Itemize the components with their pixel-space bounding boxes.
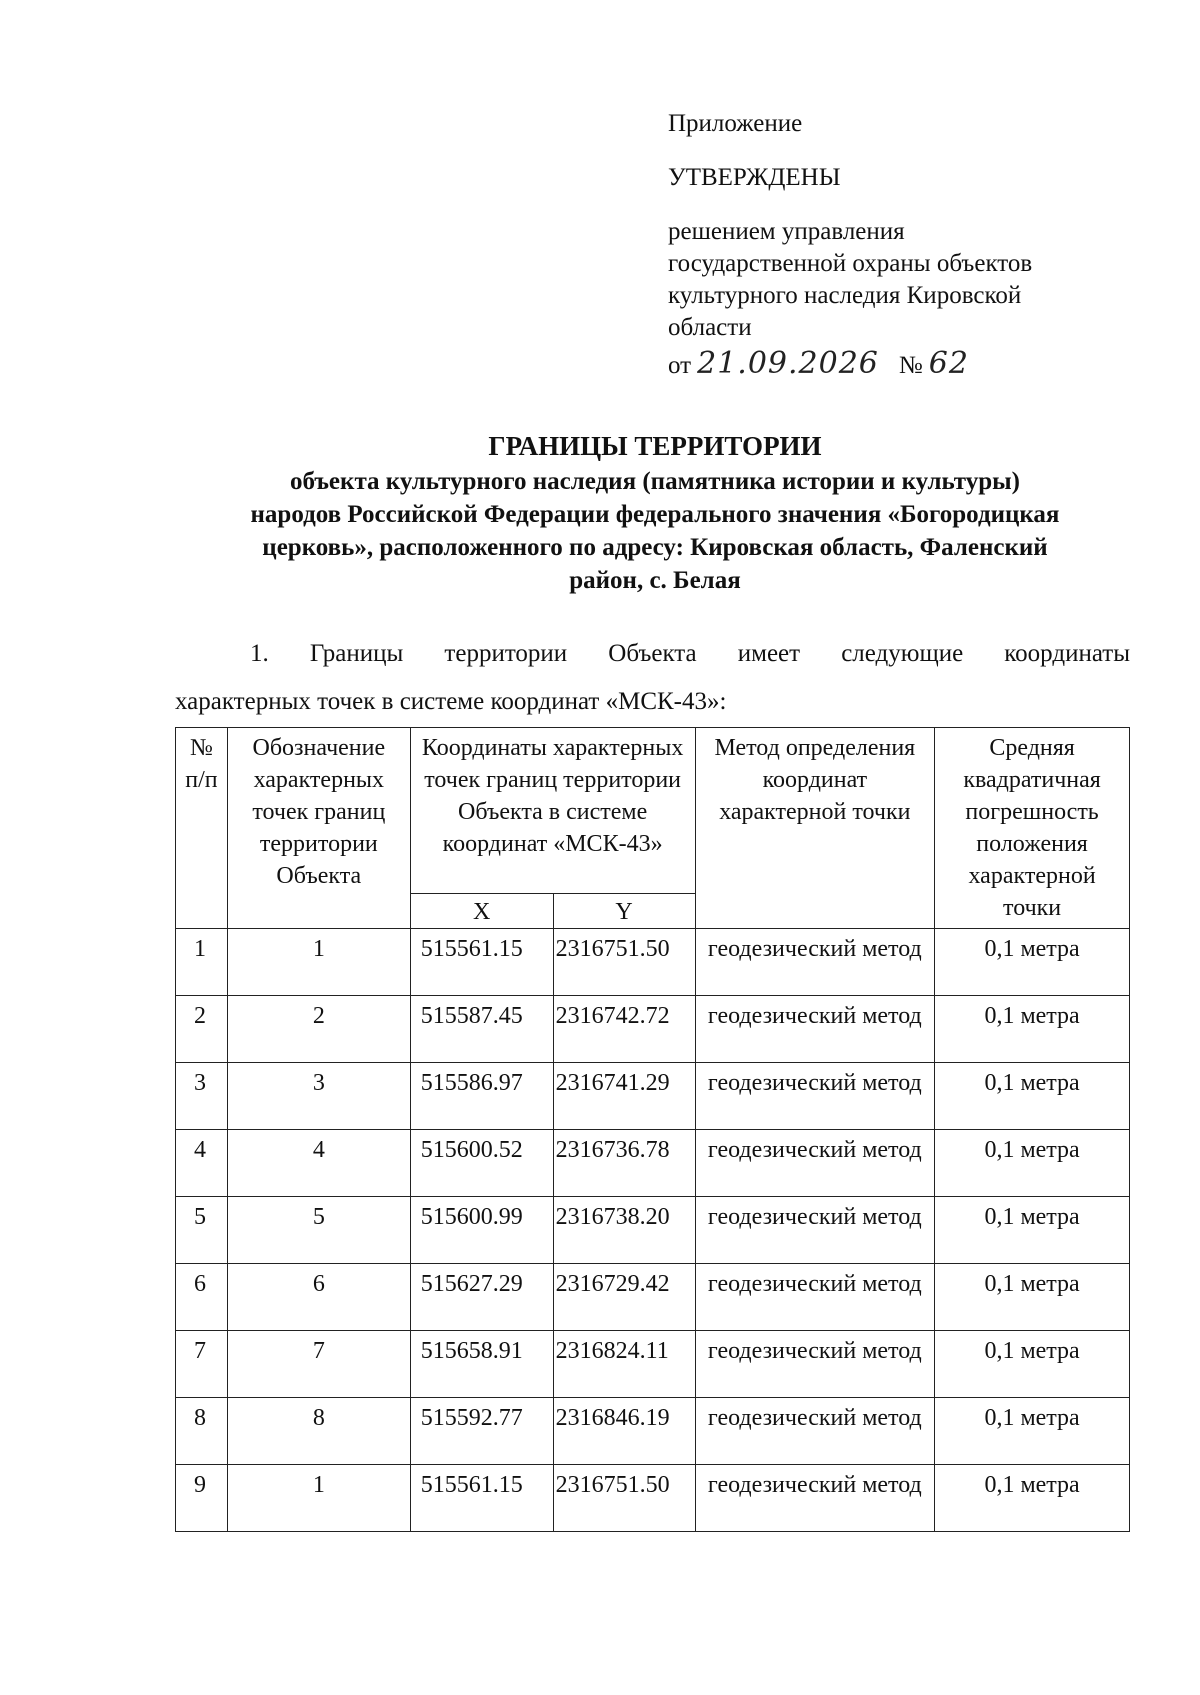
heading-line: объекта культурного наследия (памятника истории и культуры) bbox=[289, 468, 1020, 495]
header-designation: Обозначение характерных точек границ территории Объекта bbox=[227, 728, 410, 929]
cell-point: 3 bbox=[227, 1063, 410, 1130]
cell-point: 1 bbox=[227, 1465, 410, 1532]
date-prefix: от bbox=[668, 352, 692, 379]
cell-y: 2316824.11 bbox=[553, 1331, 695, 1398]
cell-number: 8 bbox=[176, 1398, 228, 1465]
intro-line: характерных точек в системе координат «МСК-43»: bbox=[175, 688, 727, 715]
cell-error: 0,1 метра bbox=[935, 1331, 1130, 1398]
cell-method: геодезический метод bbox=[695, 996, 935, 1063]
cell-error: 0,1 метра bbox=[935, 996, 1130, 1063]
cell-point: 2 bbox=[227, 996, 410, 1063]
table-row bbox=[176, 1063, 1130, 1130]
intro-line: 1. Границы территории Объекта имеет следующие координаты bbox=[250, 640, 1130, 667]
cell-error: 0,1 метра bbox=[935, 1130, 1130, 1197]
cell-y: 2316736.78 bbox=[553, 1130, 695, 1197]
table-header-row bbox=[176, 728, 1130, 894]
cell-error: 0,1 метра bbox=[935, 1465, 1130, 1532]
cell-point: 4 bbox=[227, 1130, 410, 1197]
cell-y: 2316751.50 bbox=[553, 1465, 695, 1532]
cell-x: 515586.97 bbox=[410, 1063, 553, 1130]
heading-line: церковь», расположенного по адресу: Кировская область, Фаленский bbox=[262, 534, 1048, 561]
document-heading bbox=[175, 430, 1135, 597]
header-error: Средняя квадратичная погрешность положения характерной точки bbox=[935, 728, 1130, 929]
coordinates-table bbox=[175, 727, 1130, 1532]
cell-number: 2 bbox=[176, 996, 228, 1063]
cell-number: 4 bbox=[176, 1130, 228, 1197]
cell-method: геодезический метод bbox=[695, 1398, 935, 1465]
cell-y: 2316751.50 bbox=[553, 929, 695, 996]
cell-error: 0,1 метра bbox=[935, 1197, 1130, 1264]
table-row bbox=[176, 1465, 1130, 1532]
cell-point: 5 bbox=[227, 1197, 410, 1264]
header-coordinates: Координаты характерных точек границ территории Объекта в системе координат «МСК-43» bbox=[410, 728, 695, 894]
cell-x: 515592.77 bbox=[410, 1398, 553, 1465]
cell-error: 0,1 метра bbox=[935, 1264, 1130, 1331]
cell-error: 0,1 метра bbox=[935, 1063, 1130, 1130]
cell-method: геодезический метод bbox=[695, 929, 935, 996]
decision-line: государственной охраны объектов bbox=[668, 250, 1033, 277]
table-row bbox=[176, 1197, 1130, 1264]
handwritten-date: 21.09.2026 bbox=[697, 346, 879, 381]
header-number: № п/п bbox=[176, 728, 228, 929]
cell-point: 6 bbox=[227, 1264, 410, 1331]
table-row bbox=[176, 1130, 1130, 1197]
table-body bbox=[176, 929, 1130, 1532]
cell-number: 7 bbox=[176, 1331, 228, 1398]
table-row bbox=[176, 929, 1130, 996]
cell-x: 515658.91 bbox=[410, 1331, 553, 1398]
table-row bbox=[176, 1331, 1130, 1398]
cell-point: 7 bbox=[227, 1331, 410, 1398]
approval-block bbox=[668, 108, 1138, 382]
cell-x: 515627.29 bbox=[410, 1264, 553, 1331]
cell-number: 5 bbox=[176, 1197, 228, 1264]
decision-line: культурного наследия Кировской bbox=[668, 282, 1022, 309]
cell-x: 515561.15 bbox=[410, 1465, 553, 1532]
cell-method: геодезический метод bbox=[695, 1063, 935, 1130]
decision-line: области bbox=[668, 314, 752, 341]
cell-y: 2316729.42 bbox=[553, 1264, 695, 1331]
cell-x: 515600.52 bbox=[410, 1130, 553, 1197]
table-row bbox=[176, 996, 1130, 1063]
cell-y: 2316741.29 bbox=[553, 1063, 695, 1130]
cell-method: геодезический метод bbox=[695, 1465, 935, 1532]
handwritten-number: 62 bbox=[928, 346, 969, 381]
header-x: X bbox=[410, 894, 553, 929]
cell-y: 2316742.72 bbox=[553, 996, 695, 1063]
table-row bbox=[176, 1398, 1130, 1465]
cell-x: 515587.45 bbox=[410, 996, 553, 1063]
cell-number: 9 bbox=[176, 1465, 228, 1532]
cell-point: 1 bbox=[227, 929, 410, 996]
header-y: Y bbox=[553, 894, 695, 929]
cell-method: геодезический метод bbox=[695, 1331, 935, 1398]
cell-method: геодезический метод bbox=[695, 1197, 935, 1264]
decision-line: решением управления bbox=[668, 218, 905, 245]
cell-number: 3 bbox=[176, 1063, 228, 1130]
number-prefix: № bbox=[898, 352, 923, 379]
approved-label: УТВЕРЖДЕНЫ bbox=[668, 164, 841, 191]
cell-method: геодезический метод bbox=[695, 1130, 935, 1197]
table-row bbox=[176, 1264, 1130, 1331]
cell-x: 515561.15 bbox=[410, 929, 553, 996]
cell-number: 6 bbox=[176, 1264, 228, 1331]
cell-y: 2316738.20 bbox=[553, 1197, 695, 1264]
heading-line: район, с. Белая bbox=[569, 567, 741, 594]
cell-point: 8 bbox=[227, 1398, 410, 1465]
cell-number: 1 bbox=[176, 929, 228, 996]
decision-date-line bbox=[668, 348, 1138, 382]
document-title: ГРАНИЦЫ ТЕРРИТОРИИ bbox=[488, 431, 822, 461]
cell-method: геодезический метод bbox=[695, 1264, 935, 1331]
intro-paragraph bbox=[175, 630, 1130, 726]
heading-line: народов Российской Федерации федерального значения «Богородицкая bbox=[250, 501, 1060, 528]
cell-y: 2316846.19 bbox=[553, 1398, 695, 1465]
cell-error: 0,1 метра bbox=[935, 1398, 1130, 1465]
appendix-label: Приложение bbox=[668, 110, 803, 137]
cell-x: 515600.99 bbox=[410, 1197, 553, 1264]
cell-error: 0,1 метра bbox=[935, 929, 1130, 996]
header-method: Метод определения координат характерной точки bbox=[695, 728, 935, 929]
